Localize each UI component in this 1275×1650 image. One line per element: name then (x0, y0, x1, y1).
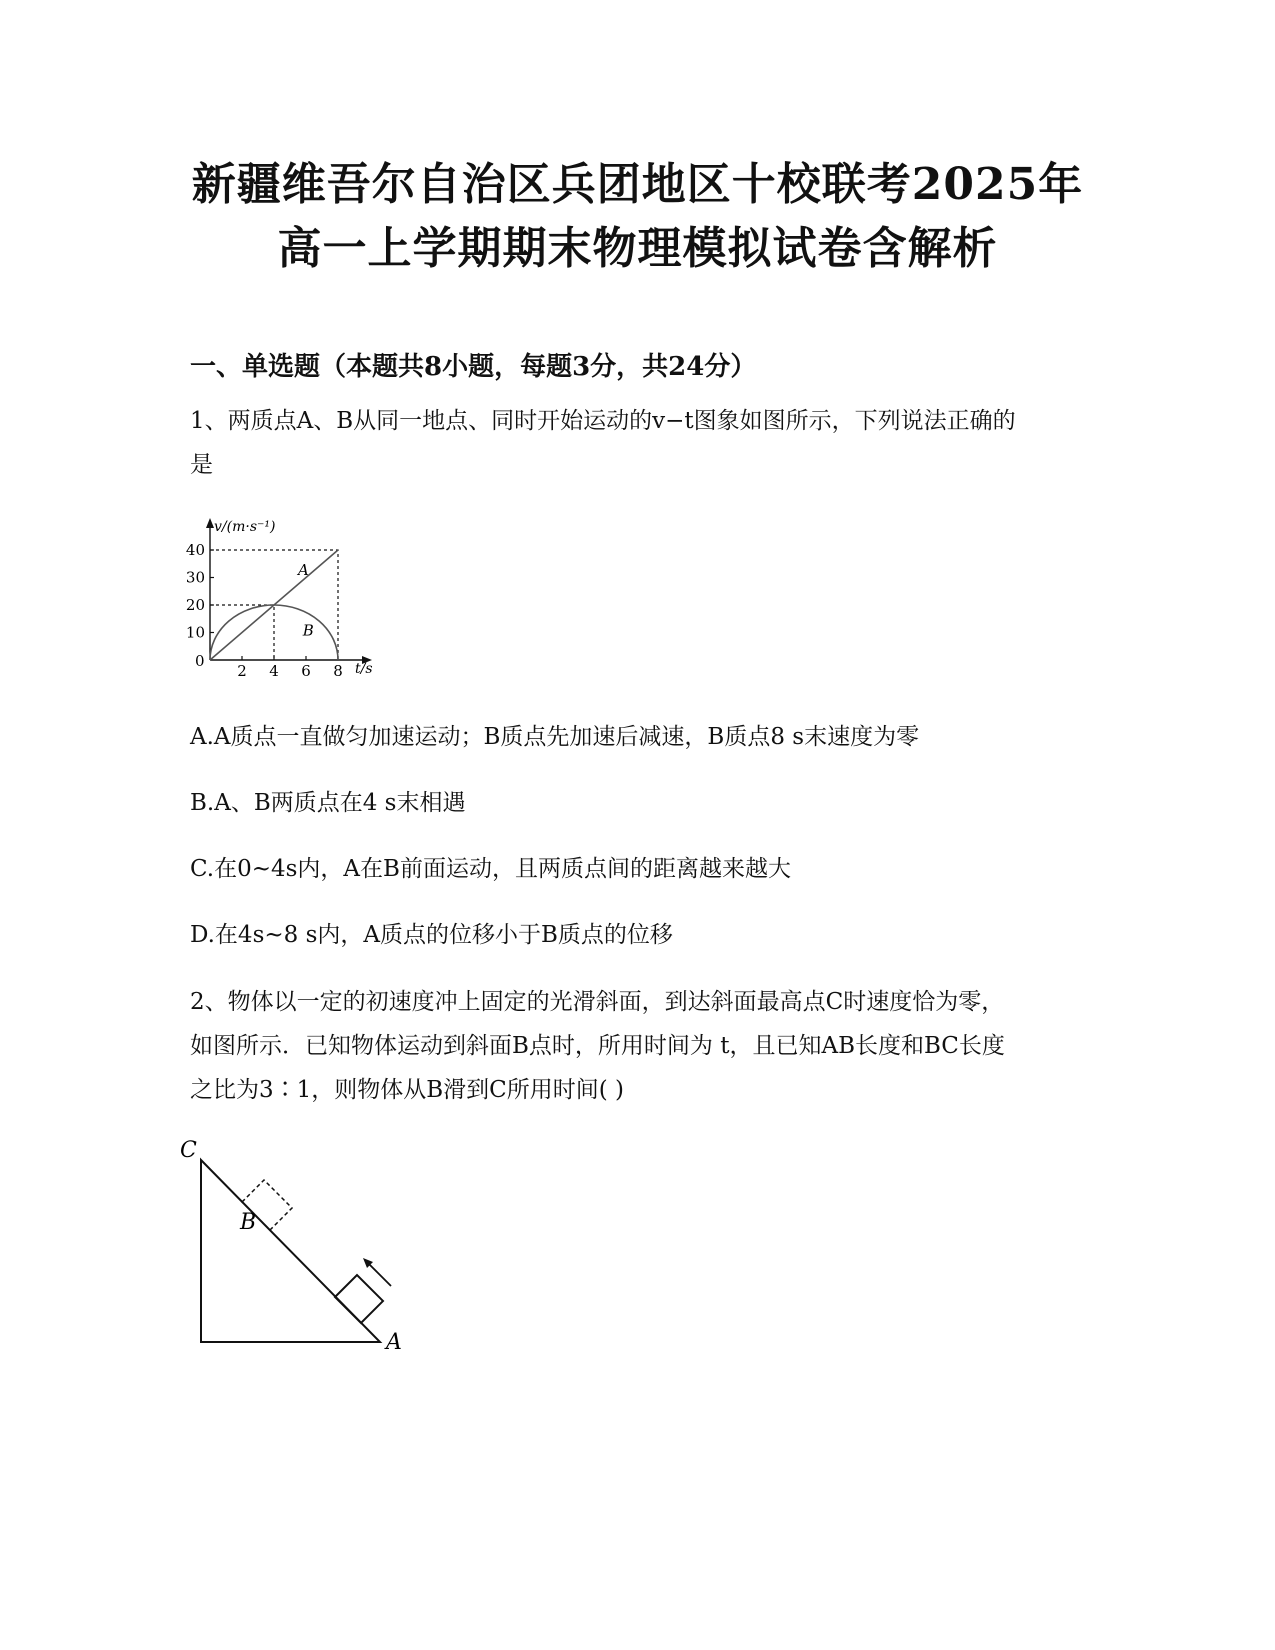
vt-graph (180, 510, 400, 685)
question-1-stem-line-1: 1、两质点A、B从同一地点、同时开始运动的v−t图象如图所示，下列说法正确的 (190, 408, 1016, 434)
y-axis-label: v/(m·s⁻¹) (214, 519, 276, 535)
series-b-label: B (302, 621, 314, 640)
y-tick-label: 40 (185, 541, 205, 559)
q1-option-a: A.A质点一直做匀加速运动；B质点先加速后减速，B质点8 s末速度为零 (190, 724, 920, 750)
y-axis-arrow-icon (206, 518, 214, 528)
y-tick-label: 20 (185, 596, 205, 614)
q1-option-b: B.A、B两质点在4 s末相遇 (190, 790, 466, 816)
x-tick-label: 6 (301, 662, 311, 680)
q1-option-c: C.在0~4s内，A在B前面运动，且两质点间的距离越来越大 (190, 856, 791, 882)
series-a-label: A (298, 560, 309, 579)
x-axis-label: t/s (355, 661, 373, 677)
question-1-stem (190, 404, 1090, 482)
x-tick-label: 2 (237, 662, 247, 680)
document-title-line-2: 高一上学期期末物理模拟试卷含解析 (277, 223, 998, 274)
origin-label: 0 (195, 652, 205, 670)
y-tick-label: 30 (185, 568, 205, 587)
x-tick-label: 8 (333, 662, 343, 680)
question-2-stem-line-1: 2、物体以一定的初速度冲上固定的光滑斜面，到达斜面最高点C时速度恰为零， (190, 989, 1005, 1015)
label-c: C (180, 1138, 197, 1163)
question-2-stem (190, 980, 1090, 1112)
q1-option-d: D.在4s~8 s内，A质点的位移小于B质点的位移 (190, 922, 673, 948)
sliding-block (335, 1275, 383, 1323)
x-tick-label: 4 (269, 662, 279, 680)
question-1-stem-line-2: 是 (190, 452, 213, 478)
label-b: B (240, 1210, 257, 1235)
question-2-stem-line-3: 之比为3∶1，则物体从B滑到C所用时间( ) (190, 1077, 625, 1103)
incline-diagram (170, 1135, 430, 1365)
question-2-stem-line-2: 如图所示．已知物体运动到斜面B点时，所用时间为 t，且已知AB长度和BC长度 (190, 1033, 1005, 1059)
document-title-line-1: 新疆维吾尔自治区兵团地区十校联考2025年 (191, 159, 1084, 210)
section-heading: 一、单选题（本题共8小题，每题3分，共24分） (190, 352, 757, 382)
y-tick-label: 10 (185, 623, 205, 642)
label-a: A (386, 1330, 402, 1355)
